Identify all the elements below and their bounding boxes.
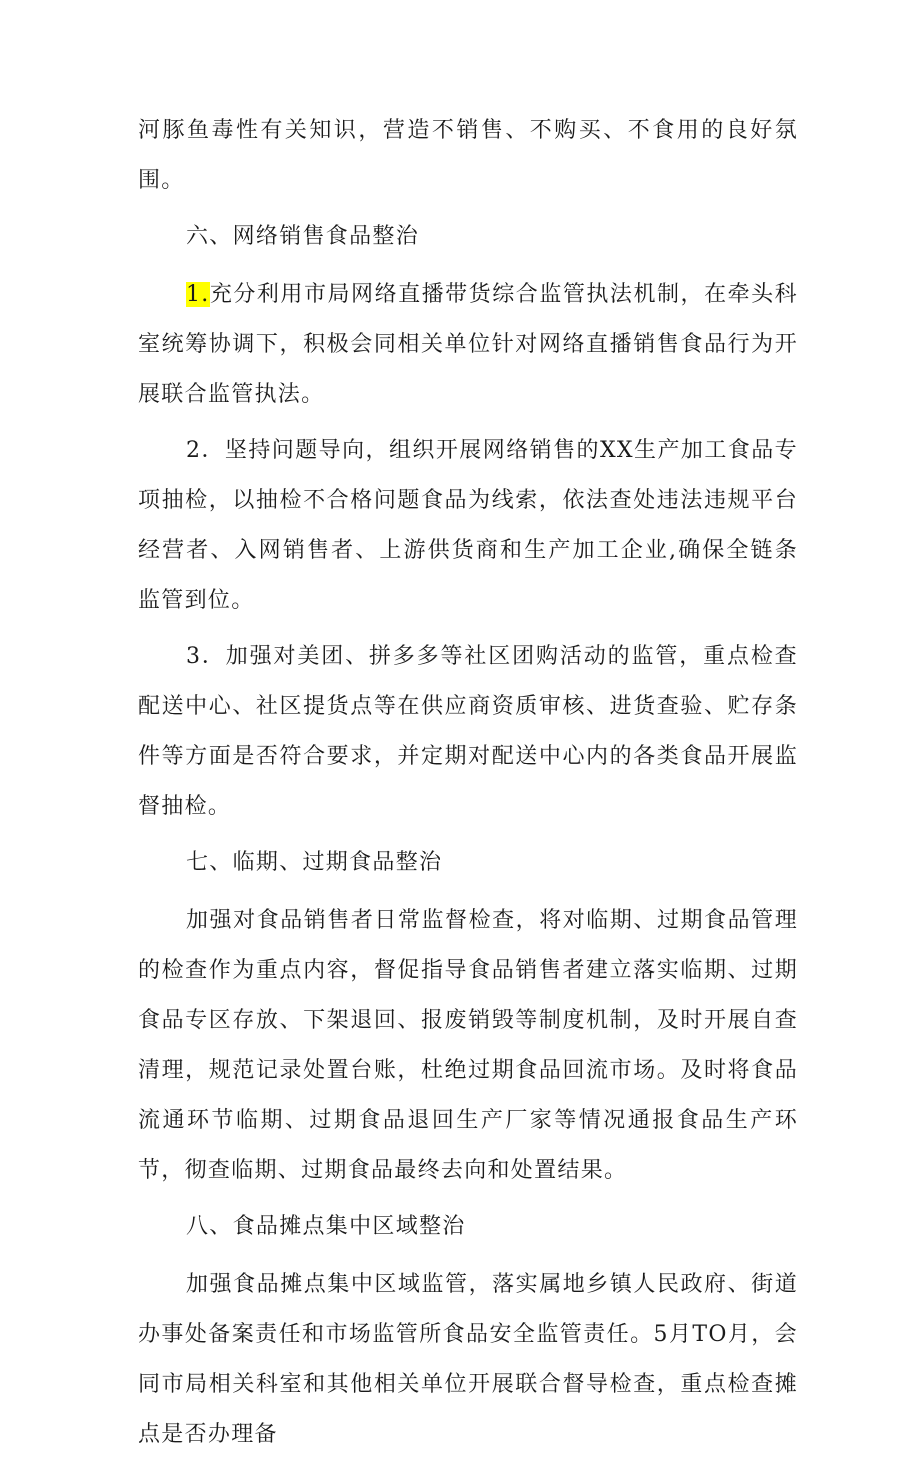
- paragraph-item-2: 2．坚持问题导向，组织开展网络销售的XX生产加工食品专项抽检，以抽检不合格问题食品为线索，依法查处违法违规平台经营者、入网销售者、上游供货商和生产加工企业,确保全链条监管到位。: [138, 438, 798, 613]
- paragraph-item-3: 3．加强对美团、拼多多等社区团购活动的监管，重点检查配送中心、社区提货点等在供应商资质审核、进货查验、贮存条件等方面是否符合要求，并定期对配送中心内的各类食品开展监督抽检。: [138, 644, 798, 819]
- paragraph-item-1-text: 充分利用市局网络直播带货综合监管执法机制，在牵头科室统筹协调下，积极会同相关单位针对网络直播销售食品行为开展联合监管执法。: [138, 282, 798, 407]
- section-heading-7: 七、临期、过期食品整治: [186, 850, 443, 875]
- paragraph-item-1: [138, 270, 798, 420]
- section-heading-6: 六、网络销售食品整治: [186, 224, 420, 249]
- paragraph-expired-food: 加强对食品销售者日常监督检查，将对临期、过期食品管理的检查作为重点内容，督促指导食品销售者建立落实临期、过期食品专区存放、下架退回、报废销毁等制度机制，及时开展自查清理，规范记录处置台账，杜绝过期食品回流市场。及时将食品流通环节临期、过期食品退回生产厂家等情况通报食品生产环节，彻查临期、过期食品最终去向和处置结果。: [138, 908, 798, 1183]
- document-page: [138, 106, 798, 1460]
- paragraph-food-stalls: 加强食品摊点集中区域监管，落实属地乡镇人民政府、街道办事处备案责任和市场监管所食品安全监管责任。5月TO月，会同市局相关科室和其他相关单位开展联合督导检查，重点检查摊点是否办理备: [138, 1272, 798, 1447]
- highlighted-number: 1.: [186, 282, 210, 307]
- paragraph-continued: 河豚鱼毒性有关知识，营造不销售、不购买、不食用的良好氛围。: [138, 118, 798, 193]
- section-heading-8: 八、食品摊点集中区域整治: [186, 1214, 466, 1239]
